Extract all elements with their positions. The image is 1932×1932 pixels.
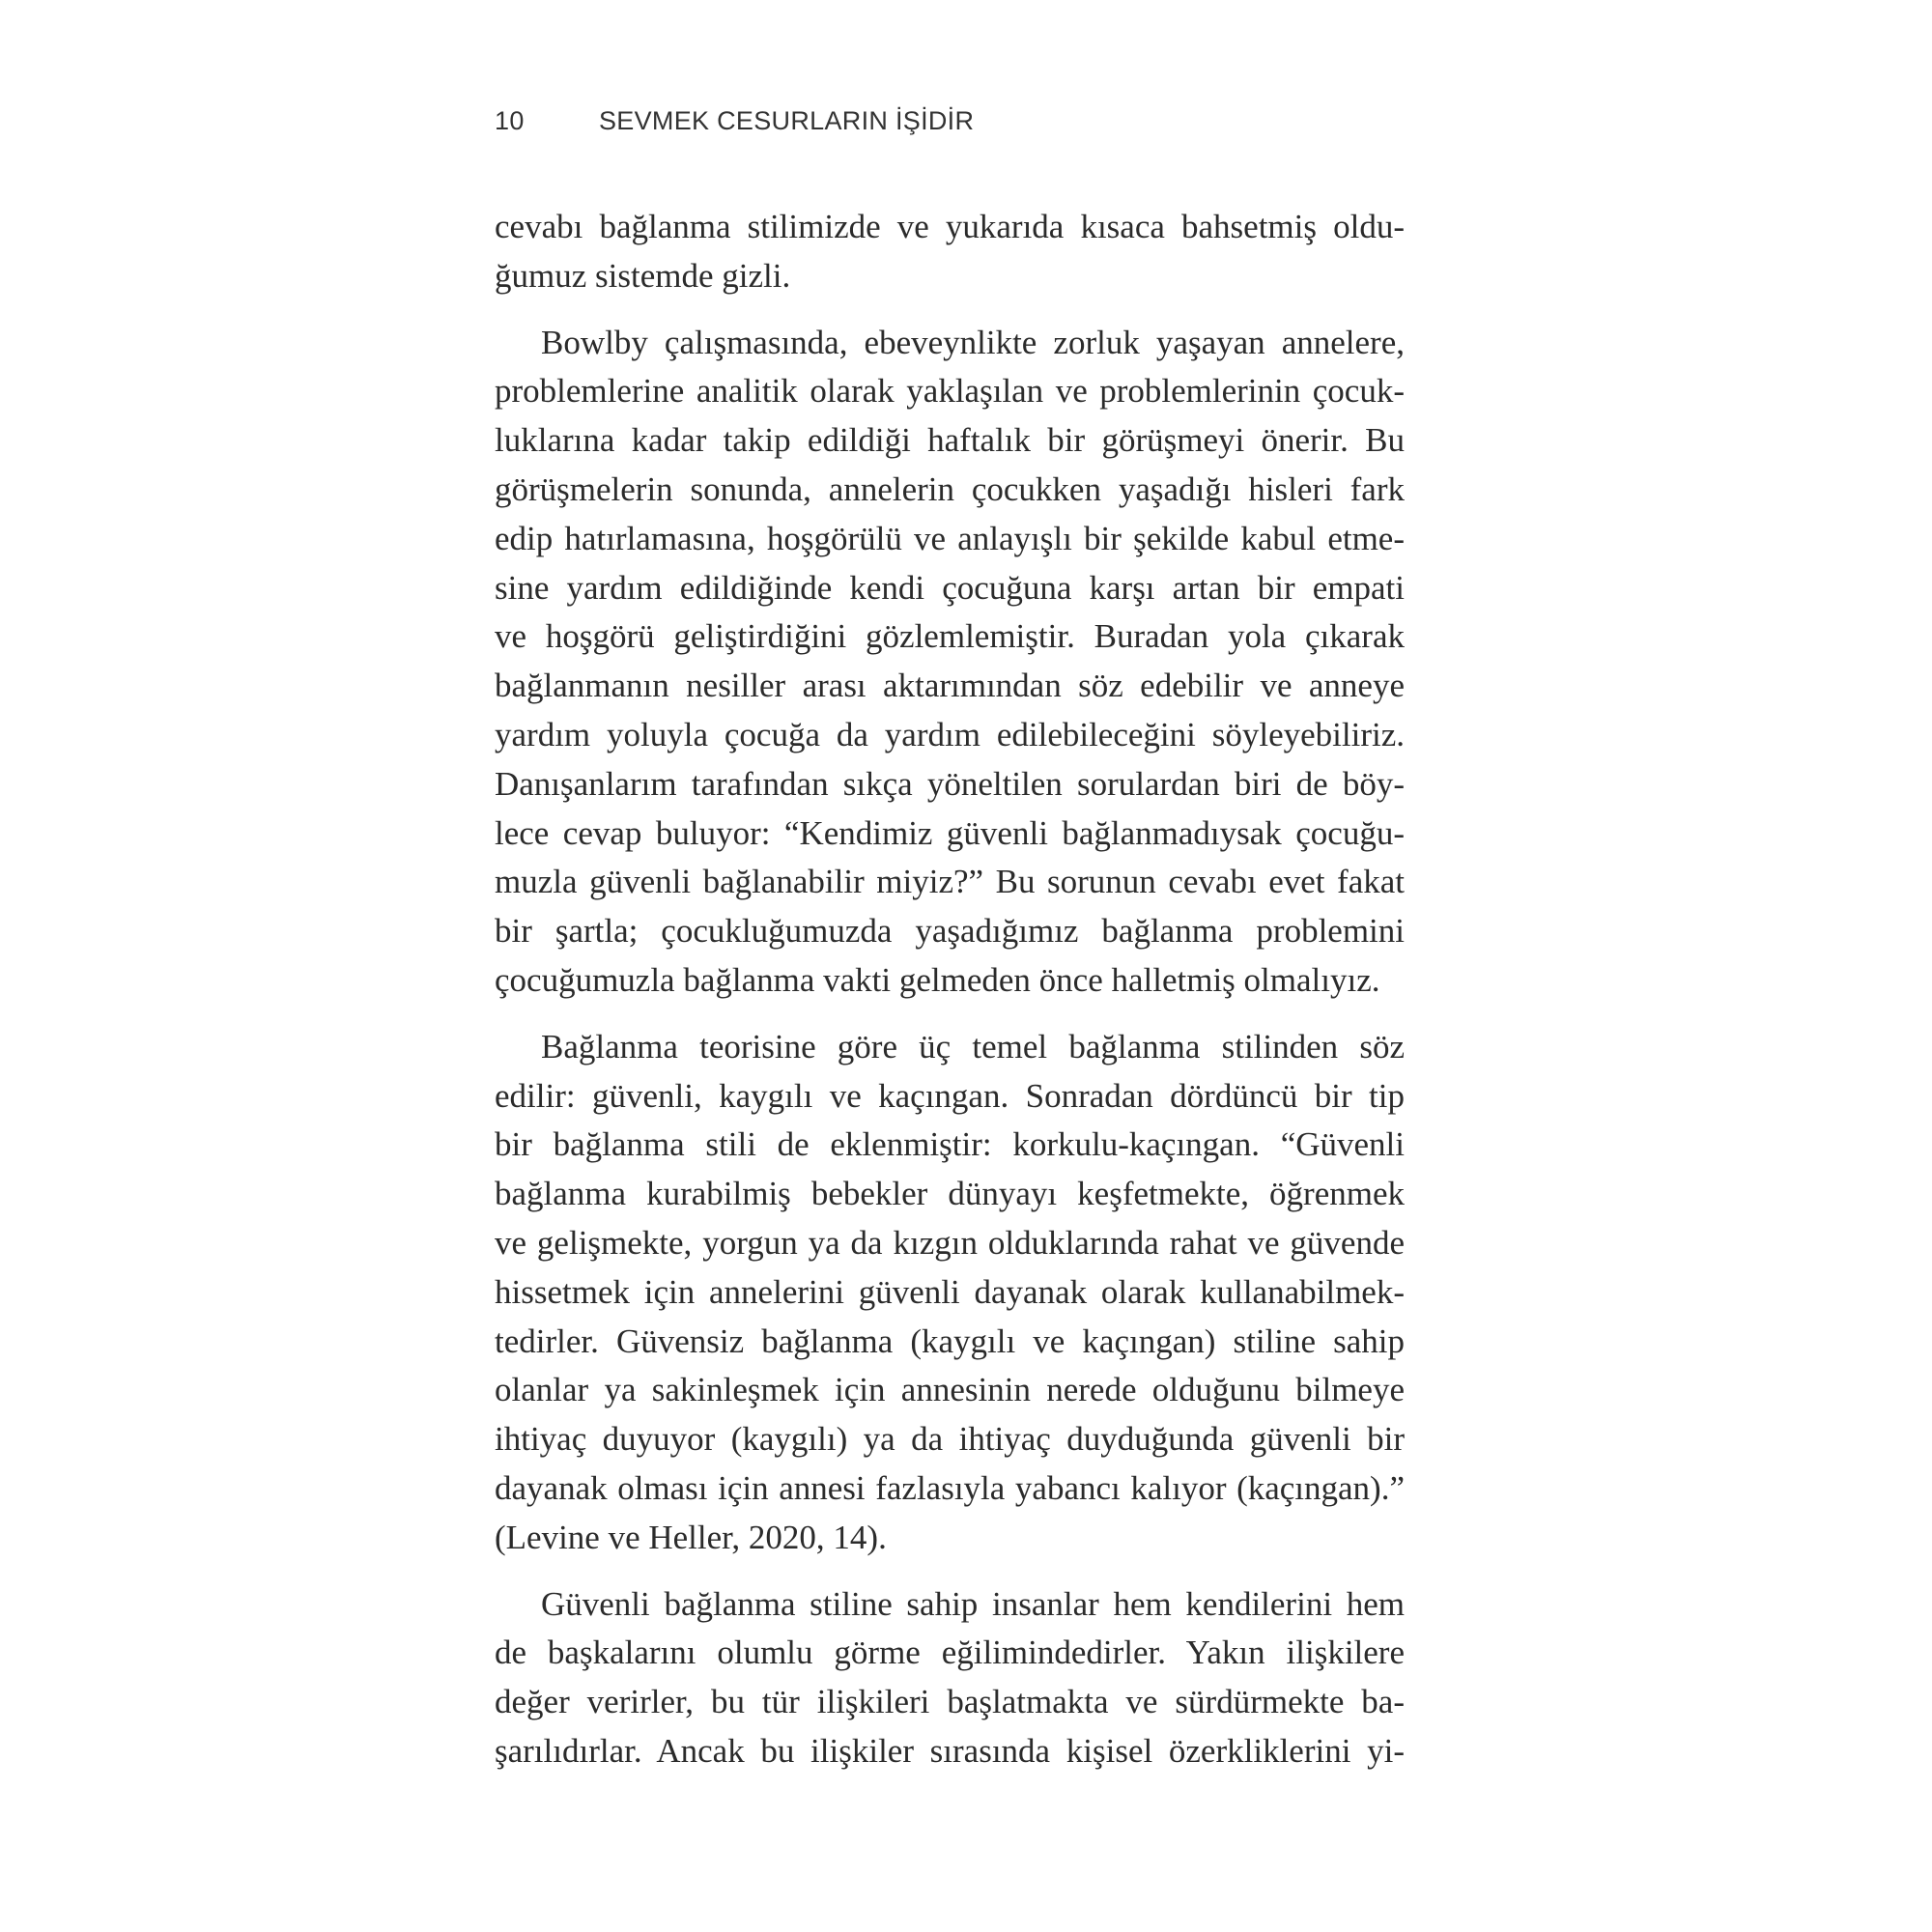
text-line: dayanak olması için annesi fazlasıyla yabancı kalıyor (kaçıngan).” [495, 1468, 1405, 1507]
text-line: Danışanlarım tarafından sıkça yöneltilen sorulardan biri de böy- [495, 764, 1405, 803]
text-line: sine yardım edildiğinde kendi çocuğuna karşı artan bir empati [495, 568, 1405, 607]
page-number: 10 [495, 106, 525, 135]
paragraph-2 [495, 319, 1405, 1006]
text-line: ve hoşgörü geliştirdiğini gözlemlemiştir. Buradan yola çıkarak [495, 617, 1405, 656]
text-line: ihtiyaç duyuyor (kaygılı) ya da ihtiyaç duyduğunda güvenli bir [495, 1420, 1405, 1459]
text-line: muzla güvenli bağlanabilir miyiz?” Bu sorunun cevabı evet fakat [495, 863, 1405, 901]
text-line: görüşmelerin sonunda, annelerin çocukken yaşadığı hisleri fark [495, 469, 1405, 508]
text-line: Bowlby çalışmasında, ebeveynlikte zorluk yaşayan annelere, [541, 323, 1405, 361]
running-head [495, 106, 974, 136]
paragraph-1 [495, 203, 1405, 301]
text-line: çocuğumuzla bağlanma vakti gelmeden önce halletmiş olmalıyız. [495, 960, 1380, 999]
text-line: değer verirler, bu tür ilişkileri başlatmakta ve sürdürmekte ba- [495, 1683, 1405, 1721]
text-line: ğumuz sistemde gizli. [495, 256, 791, 295]
text-line: yardım yoluyla çocuğa da yardım edilebileceğini söyleyebiliriz. [495, 715, 1405, 753]
text-line: problemlerine analitik olarak yaklaşılan ve problemlerinin çocuk- [495, 372, 1405, 411]
text-line: ve gelişmekte, yorgun ya da kızgın olduklarında rahat ve güvende [495, 1223, 1405, 1262]
text-line: bir bağlanma stili de eklenmiştir: korkulu-kaçıngan. “Güvenli [495, 1125, 1405, 1164]
text-line: cevabı bağlanma stilimizde ve yukarıda kısaca bahsetmiş oldu- [495, 208, 1405, 245]
text-line: bağlanmanın nesiller arası aktarımından söz edebilir ve anneye [495, 667, 1405, 705]
text-line: de başkalarını olumlu görme eğilimindedirler. Yakın ilişkilere [495, 1634, 1405, 1672]
text-line: tedirler. Güvensiz bağlanma (kaygılı ve kaçıngan) stiline sahip [495, 1321, 1405, 1360]
text-line: şarılıdırlar. Ancak bu ilişkiler sırasında kişisel özerkliklerini yi- [495, 1731, 1405, 1770]
text-line: bağlanma kurabilmiş bebekler dünyayı keşfetmekte, öğrenmek [495, 1175, 1405, 1213]
paragraph-4 [495, 1580, 1405, 1776]
text-line: Güvenli bağlanma stiline sahip insanlar hem kendilerini hem [541, 1584, 1405, 1623]
paragraph-3 [495, 1023, 1405, 1563]
text-line: olanlar ya sakinleşmek için annesinin nerede olduğunu bilmeye [495, 1371, 1405, 1409]
text-line: hissetmek için annelerini güvenli dayanak olarak kullanabilmek- [495, 1272, 1405, 1311]
text-line: lece cevap buluyor: “Kendimiz güvenli bağlanmadıysak çocuğu- [495, 813, 1405, 852]
text-line: luklarına kadar takip edildiği haftalık bir görüşmeyi önerir. Bu [495, 421, 1405, 460]
text-line: Bağlanma teorisine göre üç temel bağlanma stilinden söz [541, 1027, 1405, 1065]
body-text [495, 203, 1405, 1776]
text-line: (Levine ve Heller, 2020, 14). [495, 1518, 887, 1556]
text-line: bir şartla; çocukluğumuzda yaşadığımız bağlanma problemini [495, 912, 1405, 951]
text-line: edilir: güvenli, kaygılı ve kaçıngan. Sonradan dördüncü bir tip [495, 1076, 1405, 1115]
text-line: edip hatırlamasına, hoşgörülü ve anlayışlı bir şekilde kabul etme- [495, 519, 1405, 557]
running-title: SEVMEK CESURLARIN İŞİDİR [599, 106, 975, 135]
